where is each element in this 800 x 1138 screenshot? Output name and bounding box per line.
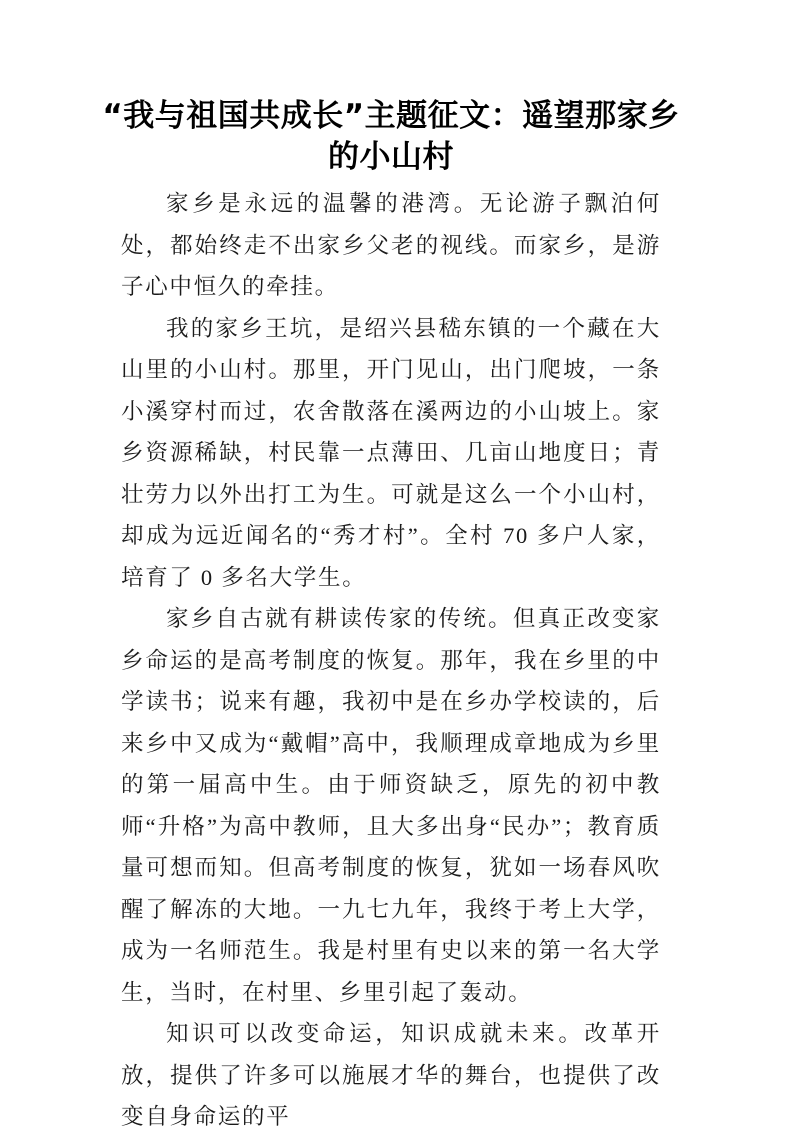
paragraph-3: 家乡自古就有耕读传家的传统。但真正改变家乡命运的是高考制度的恢复。那年，我在乡里的中学读书；说来有趣，我初中是在乡办学校读的，后来乡中又成为“戴帽”高中，我顺理成章地成为乡里的第一届高中生。由于师资缺乏，原先的初中教师“升格”为高中教师，且大多出身“民办”；教育质量可想而知。但高考制度的恢复，犹如一场春风吹醒了解冻的大地。一九七九年，我终于考上大学，成为一名师范生。我是村里有史以来的第一名大学生，当时，在村里、乡里引起了轰动。 xyxy=(121,606,661,1005)
paragraph-2: 我的家乡王坑，是绍兴县嵇东镇的一个藏在大山里的小山村。那里，开门见山，出门爬坡，一条小溪穿村而过，农舍散落在溪两边的小山坡上。家乡资源稀缺，村民靠一点薄田、几亩山地度日；青壮劳力以外出打工为生。可就是这么一个小山村，却成为远近闻名的“秀才村”。全村 70 多户人家，培育了 0 多名大学生。 xyxy=(121,315,661,590)
paragraph-4: 知识可以改变命运，知识成就未来。改革开放，提供了许多可以施展才华的舞台，也提供了改变自身命运的平 xyxy=(121,1021,661,1129)
document-page xyxy=(102,96,680,1138)
paragraph-1: 家乡是永远的温馨的港湾。无论游子飘泊何处，都始终走不出家乡父老的视线。而家乡，是游子心中恒久的牵挂。 xyxy=(121,191,661,299)
document-title: “我与祖国共成长”主题征文：遥望那家乡的小山村 xyxy=(102,98,680,175)
